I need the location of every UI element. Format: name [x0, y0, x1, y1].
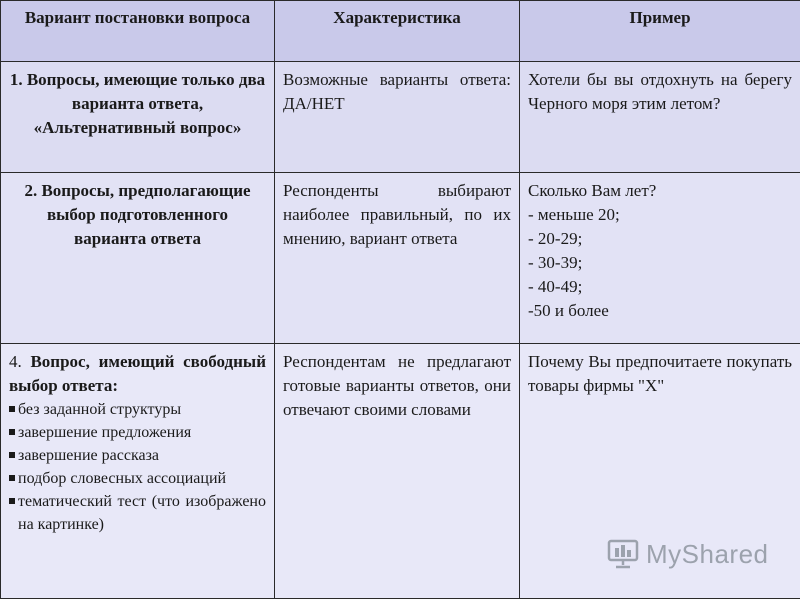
list-item	[9, 444, 266, 467]
example-list	[520, 173, 800, 323]
question-type-cell	[1, 344, 275, 599]
table-row	[1, 62, 800, 173]
characteristic-cell	[275, 62, 520, 173]
table-header-row	[1, 1, 800, 62]
list-item-text: без заданной структуры	[18, 401, 182, 418]
question-number: 4.	[9, 352, 22, 371]
list-item-text: подбор словесных ассоциаций	[18, 470, 227, 487]
characteristic-cell	[275, 344, 520, 599]
table-row	[1, 173, 800, 344]
question-type-text: 1. Вопросы, имеющие только два варианта ответа, «Альтернативный вопрос»	[9, 70, 266, 137]
list-item-text: завершение предложения	[18, 424, 192, 441]
watermark	[606, 538, 769, 570]
list-item	[9, 467, 266, 490]
question-type-cell	[1, 62, 275, 173]
list-item	[9, 490, 266, 536]
list-item	[9, 398, 266, 421]
header-characteristic: Характеристика	[275, 1, 520, 62]
example-text: Хотели бы вы отдохнуть на берегу Черного моря этим летом?	[528, 70, 792, 113]
question-subtypes-list	[9, 398, 266, 536]
question-type-cell	[1, 173, 275, 344]
example-line: - 20-29;	[528, 229, 583, 248]
header-example: Пример	[520, 1, 800, 62]
question-type-heading	[9, 350, 266, 398]
square-bullet-icon	[9, 452, 15, 458]
characteristic-text: Респонденты выбирают наиболее правильный, по их мнению, вариант ответа	[283, 181, 511, 248]
characteristic-cell	[275, 173, 520, 344]
square-bullet-icon	[9, 475, 15, 481]
list-item	[9, 421, 266, 444]
square-bullet-icon	[9, 406, 15, 412]
watermark-text: MyShared	[646, 538, 769, 569]
example-cell	[520, 62, 800, 173]
characteristic-text: Возможные варианты ответа: ДА/НЕТ	[283, 70, 511, 113]
example-cell	[520, 173, 800, 344]
example-line: - 40-49;	[528, 277, 583, 296]
question-type-block	[1, 344, 274, 536]
example-line: -50 и более	[528, 301, 609, 320]
example-line: Сколько Вам лет?	[528, 181, 657, 200]
example-text: Почему Вы предпочитаете покупать товары фирмы "X"	[528, 352, 792, 395]
question-type-text: 2. Вопросы, предполагающие выбор подготовленного варианта ответа	[24, 181, 251, 248]
square-bullet-icon	[9, 429, 15, 435]
list-item-text: завершение рассказа	[18, 447, 159, 464]
question-title: Вопрос, имеющий свободный выбор ответа:	[9, 352, 266, 395]
example-line: - меньше 20;	[528, 205, 620, 224]
square-bullet-icon	[9, 498, 15, 504]
list-item-text: тематический тест (что изображено на картинке)	[18, 493, 266, 533]
myshared-logo-icon	[606, 539, 640, 569]
example-line: - 30-39;	[528, 253, 583, 272]
characteristic-text: Респондентам не предлагают готовые варианты ответов, они отвечают своими словами	[283, 352, 511, 419]
header-question-type: Вариант постановки вопроса	[1, 1, 275, 62]
